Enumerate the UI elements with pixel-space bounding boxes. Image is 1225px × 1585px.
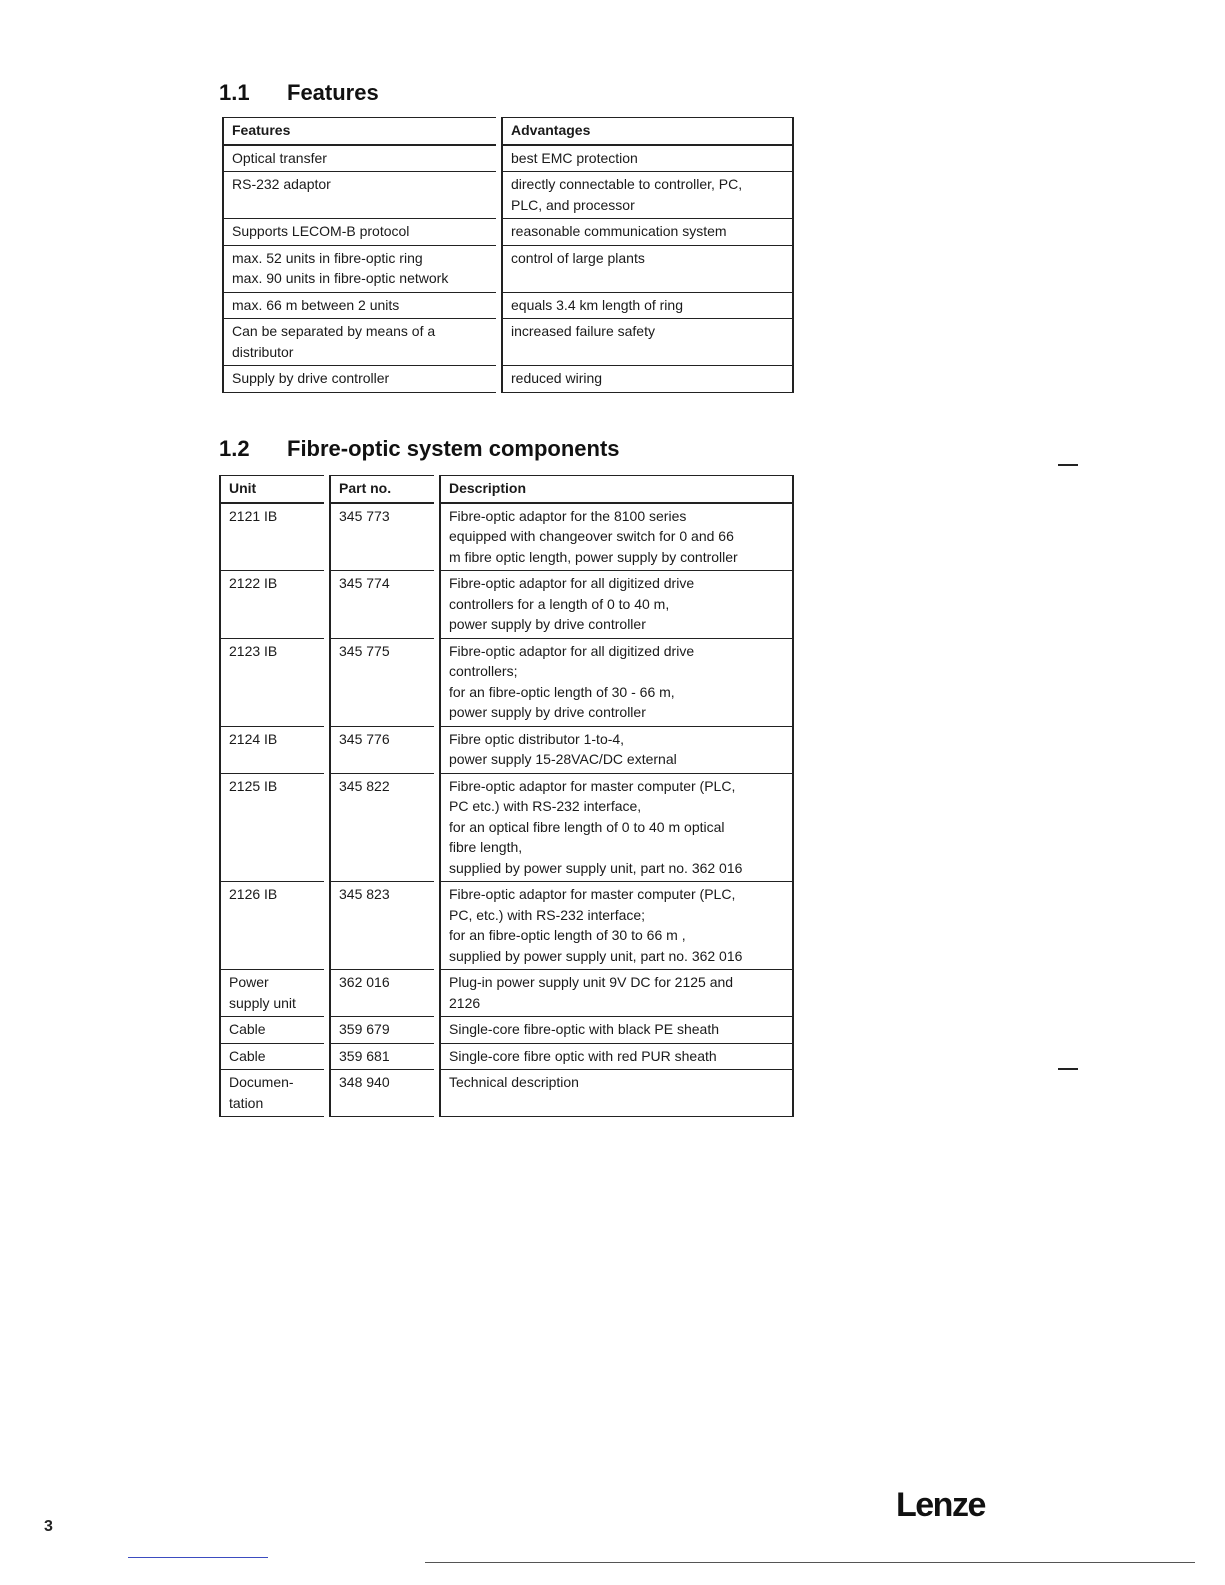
table-header-row — [223, 118, 793, 145]
table-row — [220, 970, 793, 1017]
part-no-cell: 345 773 — [330, 503, 434, 571]
feature-cell: Can be separated by means of a distributor — [223, 319, 496, 366]
description-cell: Fibre optic distributor 1-to-4, power supply 15-28VAC/DC external — [440, 726, 793, 773]
table-row — [220, 1043, 793, 1070]
page-number: 3 — [44, 1518, 53, 1535]
margin-mark — [1058, 1068, 1078, 1070]
table-row — [220, 1070, 793, 1117]
table-row — [223, 145, 793, 172]
footer-rule — [425, 1562, 1195, 1563]
unit-cell: 2122 IB — [220, 571, 324, 639]
advantage-cell: reasonable communication system — [502, 219, 793, 246]
unit-cell: 2125 IB — [220, 773, 324, 882]
description-cell: Fibre-optic adaptor for master computer (PLC, PC etc.) with RS-232 interface, for an optical fibre length of 0 to 40 m optical fibre length, supplied by power supply unit, part no. 362 016 — [440, 773, 793, 882]
part-no-cell: 345 823 — [330, 882, 434, 970]
unit-header: Unit — [220, 476, 324, 503]
table-row — [220, 503, 793, 571]
components-table — [219, 475, 794, 1117]
table-row — [220, 1017, 793, 1044]
advantage-cell: control of large plants — [502, 245, 793, 292]
advantage-cell: directly connectable to controller, PC, PLC, and processor — [502, 172, 793, 219]
table-row — [223, 366, 793, 393]
features-table — [222, 117, 794, 393]
table-row — [223, 172, 793, 219]
table-row — [220, 726, 793, 773]
unit-cell: 2123 IB — [220, 638, 324, 726]
part-no-cell: 345 774 — [330, 571, 434, 639]
table-row — [220, 773, 793, 882]
part-no-cell: 345 776 — [330, 726, 434, 773]
unit-cell: Cable — [220, 1043, 324, 1070]
description-cell: Fibre-optic adaptor for all digitized drive controllers for a length of 0 to 40 m, power supply by drive controller — [440, 571, 793, 639]
description-cell: Technical description — [440, 1070, 793, 1117]
feature-cell: Optical transfer — [223, 145, 496, 172]
table-row — [220, 571, 793, 639]
feature-cell: max. 52 units in fibre-optic ring max. 90 units in fibre-optic network — [223, 245, 496, 292]
table-row — [223, 319, 793, 366]
table-row — [223, 292, 793, 319]
description-cell: Fibre-optic adaptor for master computer (PLC, PC, etc.) with RS-232 interface; for an fibre-optic length of 30 to 66 m , supplied by power supply unit, part no. 362 016 — [440, 882, 793, 970]
section-heading-features — [219, 80, 379, 106]
part-no-cell: 348 940 — [330, 1070, 434, 1117]
features-header: Features — [223, 118, 496, 145]
section-number: 1.1 — [219, 80, 250, 105]
unit-cell: Cable — [220, 1017, 324, 1044]
unit-cell: 2124 IB — [220, 726, 324, 773]
advantage-cell: equals 3.4 km length of ring — [502, 292, 793, 319]
unit-cell: Power supply unit — [220, 970, 324, 1017]
section-heading-components — [219, 436, 620, 462]
part-no-cell: 359 679 — [330, 1017, 434, 1044]
description-cell: Fibre-optic adaptor for the 8100 series equipped with changeover switch for 0 and 66 m fibre optic length, power supply by controller — [440, 503, 793, 571]
part-no-cell: 345 822 — [330, 773, 434, 882]
description-cell: Single-core fibre optic with red PUR sheath — [440, 1043, 793, 1070]
description-cell: Single-core fibre-optic with black PE sheath — [440, 1017, 793, 1044]
table-header-row — [220, 476, 793, 503]
footer-link-rule — [128, 1557, 268, 1558]
part-no-cell: 362 016 — [330, 970, 434, 1017]
section-title: Features — [287, 80, 379, 105]
advantage-cell: increased failure safety — [502, 319, 793, 366]
unit-cell: 2126 IB — [220, 882, 324, 970]
unit-cell: Documen- tation — [220, 1070, 324, 1117]
unit-cell: 2121 IB — [220, 503, 324, 571]
advantage-cell: best EMC protection — [502, 145, 793, 172]
description-cell: Plug-in power supply unit 9V DC for 2125 and 2126 — [440, 970, 793, 1017]
advantage-cell: reduced wiring — [502, 366, 793, 393]
part-no-header: Part no. — [330, 476, 434, 503]
feature-cell: RS-232 adaptor — [223, 172, 496, 219]
feature-cell: Supports LECOM-B protocol — [223, 219, 496, 246]
features-table-body — [223, 145, 793, 393]
table-row — [223, 245, 793, 292]
advantages-header: Advantages — [502, 118, 793, 145]
feature-cell: max. 66 m between 2 units — [223, 292, 496, 319]
feature-cell: Supply by drive controller — [223, 366, 496, 393]
table-row — [220, 638, 793, 726]
table-row — [223, 219, 793, 246]
components-table-body — [220, 503, 793, 1117]
part-no-cell: 359 681 — [330, 1043, 434, 1070]
margin-mark — [1058, 464, 1078, 466]
section-title: Fibre-optic system components — [287, 436, 620, 461]
description-cell: Fibre-optic adaptor for all digitized drive controllers; for an fibre-optic length of 30 - 66 m, power supply by drive controller — [440, 638, 793, 726]
lenze-logo: Lenze — [896, 1486, 985, 1524]
section-number: 1.2 — [219, 436, 250, 461]
part-no-cell: 345 775 — [330, 638, 434, 726]
table-row — [220, 882, 793, 970]
description-header: Description — [440, 476, 793, 503]
